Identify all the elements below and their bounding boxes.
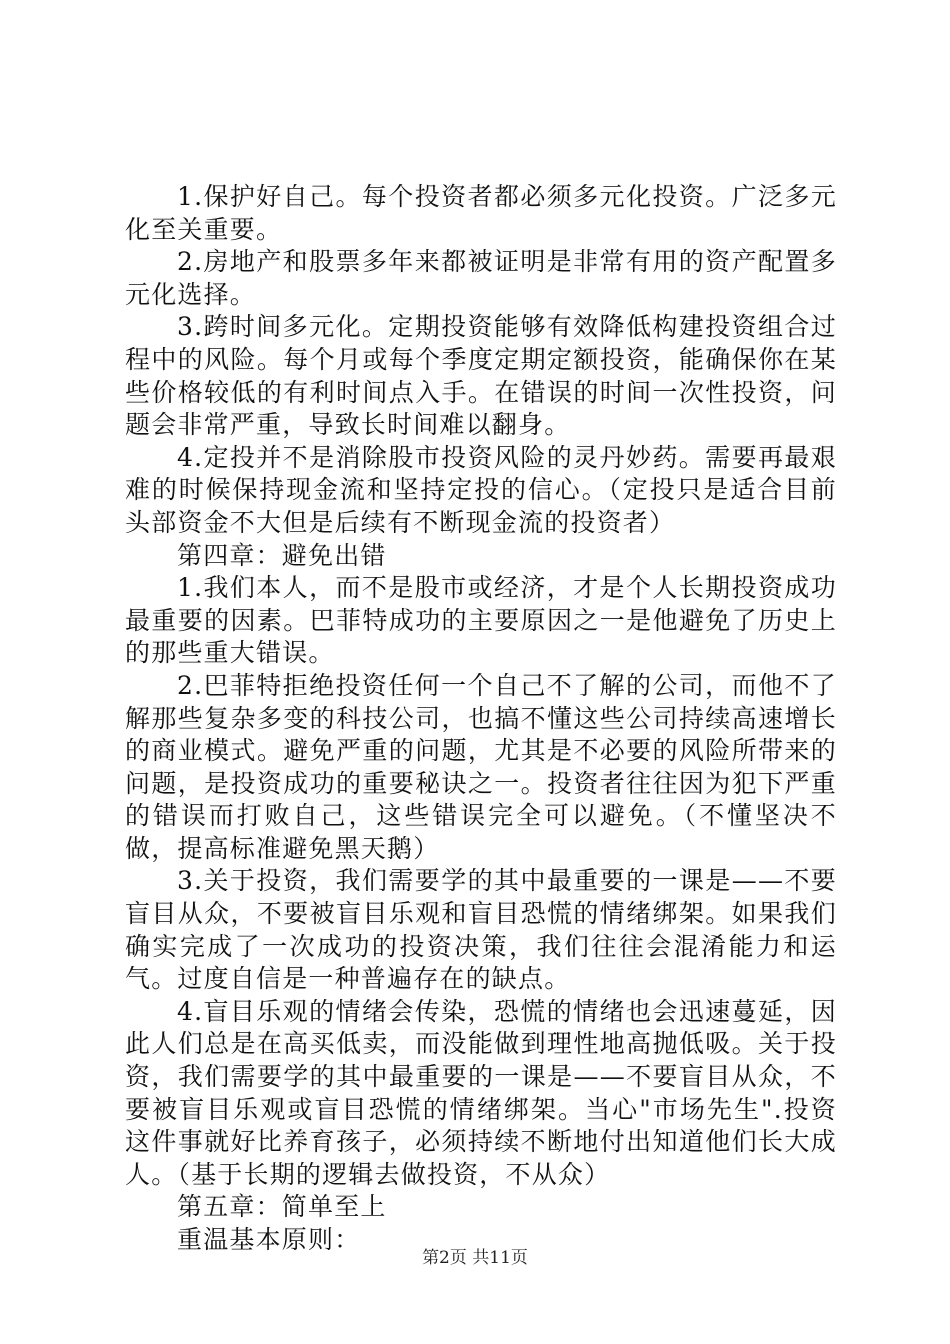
paragraph-dont-follow-crowd: 3.关于投资，我们需要学的其中最重要的一课是——不要盲目从众，不要被盲目乐观和盲目恐慌的情绪绑架。如果我们确实完成了一次成功的投资决策，我们往往会混淆能力和运气。过度自信是一种普遍存在的缺点。 — [125, 866, 837, 994]
chapter-four-heading: 第四章：避免出错 — [177, 540, 387, 570]
paragraph-buffett-refuses: 2.巴菲特拒绝投资任何一个自己不了解的公司，而他不了解那些复杂多变的科技公司，也搞不懂这些公司持续高速增长的商业模式。避免严重的问题，尤其是不必要的风险所带来的问题，是投资成功的重要秘诀之一。投资者往往因为犯下严重的错误而打败自己，这些错误完全可以避免。（不懂坚决不做，提高标准避免黑天鹅） — [125, 670, 837, 863]
document-body — [125, 181, 837, 1257]
paragraph-diversify: 1.保护好自己。每个投资者都必须多元化投资。广泛多元化至关重要。 — [125, 182, 837, 244]
chapter-five-heading: 第五章：简单至上 — [177, 1192, 387, 1222]
basic-principles-heading: 重温基本原则： — [177, 1225, 361, 1254]
paragraph-real-estate-stocks: 2.房地产和股票多年来都被证明是非常有用的资产配置多元化选择。 — [125, 247, 837, 309]
paragraph-fixed-investment: 4.定投并不是消除股市投资风险的灵丹妙药。需要再最艰难的时候保持现金流和坚持定投的信心。（定投只是适合目前头部资金不大但是后续有不断现金流的投资者） — [125, 442, 837, 537]
paragraph-ourselves: 1.我们本人，而不是股市或经济，才是个人长期投资成功最重要的因素。巴菲特成功的主要原因之一是他避免了历史上的那些重大错误。 — [125, 573, 837, 668]
page-footer: 第2页 共11页 — [422, 1248, 528, 1268]
paragraph-emotions-spread: 4.盲目乐观的情绪会传染，恐慌的情绪也会迅速蔓延，因此人们总是在高买低卖，而没能做到理性地高抛低吸。关于投资，我们需要学的其中最重要的一课是——不要盲目从众，不要被盲目乐观或盲目恐慌的情绪绑架。当心"市场先生".投资这件事就好比养育孩子，必须持续不断地付出知道他们长大成人。（基于长期的逻辑去做投资，不从众） — [125, 996, 837, 1189]
paragraph-time-diversification: 3.跨时间多元化。定期投资能够有效降低构建投资组合过程中的风险。每个月或每个季度定期定额投资，能确保你在某些价格较低的有利时间点入手。在错误的时间一次性投资，问题会非常严重，导致长时间难以翻身。 — [125, 312, 837, 440]
